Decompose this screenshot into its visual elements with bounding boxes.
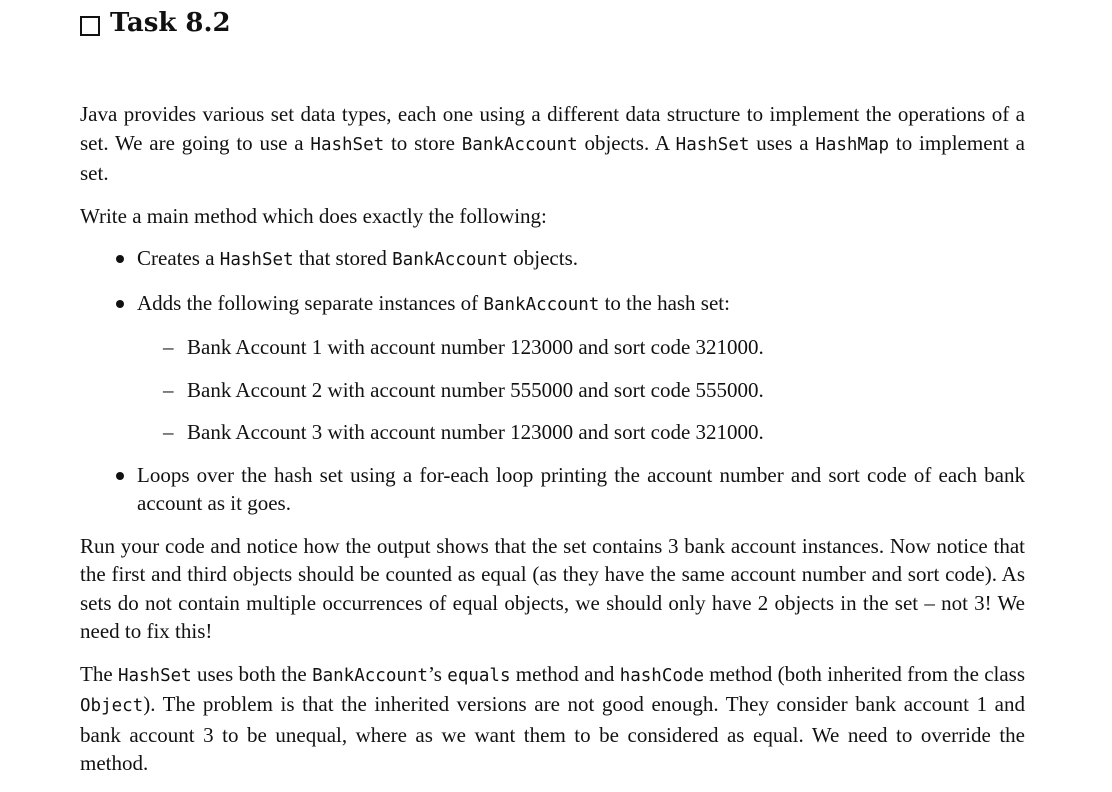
list-item: [80, 461, 1025, 518]
intro-paragraph: [80, 100, 1025, 188]
account-2-text: Bank Account 2 with account number 555000 and sort code 555000.: [187, 377, 764, 402]
sublist-item: [137, 333, 1025, 362]
bullet2-text-2: to the hash set:: [599, 290, 730, 315]
account-1-text: Bank Account 1 with account number 123000 and sort code 321000.: [187, 335, 764, 359]
bullet3-text: Loops over the hash set using a for-each loop printing the account number and sort code of each bank account as it goes.: [137, 462, 1025, 515]
code-equals: equals: [447, 665, 511, 686]
bullet1-text-3: objects.: [508, 246, 579, 270]
code-hashset: HashSet: [675, 134, 750, 155]
code-object: Object: [80, 696, 144, 716]
intro-text-5: to implement a set.: [80, 130, 1025, 185]
sublist-item: [137, 376, 1025, 405]
task-header: [80, 8, 231, 38]
explain-text-6: ). The problem is that the inherited versions are not good enough. They consider bank account 1 and bank account 3 to be unequal, where as we want them to be considered as equal. We need to override the method.: [80, 692, 1025, 775]
intro-text-4: uses a: [749, 130, 816, 155]
task-body: [80, 100, 1025, 792]
bullet1-text-2: that stored: [293, 246, 393, 270]
requirements-list: [80, 244, 1025, 518]
intro-text-2: to store: [384, 130, 462, 155]
bullet-icon: [116, 255, 124, 263]
dash-icon: –: [163, 420, 174, 444]
explain-text-3: ’s: [427, 661, 448, 686]
list-item: [80, 289, 1025, 447]
intro-text-1: Java provides various set data types, each one using a different data structure to implement the operations of a set. We are going to use a: [80, 102, 1025, 155]
observation-paragraph: Run your code and notice how the output shows that the set contains 3 bank account instances. Now notice that the first and third objects should be counted as equal (as they have the same account number and sort code). As sets do not contain multiple occurrences of equal objects, we should only have 2 objects in the set – not 3! We need to fix this!: [80, 533, 1025, 643]
explain-text-5: method (both inherited from the class: [704, 661, 1026, 686]
sublist-item: [137, 418, 1025, 447]
code-bankaccount: BankAccount: [461, 134, 578, 155]
code-hashset: HashSet: [310, 134, 385, 155]
accounts-sublist: [137, 333, 1025, 447]
code-hashcode: hashCode: [619, 665, 704, 686]
explain-text-1: The: [80, 661, 118, 686]
code-bankaccount: BankAccount: [312, 665, 428, 686]
bullet-icon: [116, 300, 124, 308]
intro-text-3: objects. A: [577, 130, 676, 155]
bullet-icon: [116, 472, 124, 480]
code-bankaccount: BankAccount: [392, 250, 509, 270]
dash-icon: –: [163, 377, 174, 402]
code-hashmap: HashMap: [815, 134, 890, 155]
explain-text-2: uses both the: [191, 661, 313, 686]
code-bankaccount: BankAccount: [483, 294, 600, 315]
explanation-paragraph: [80, 660, 1025, 778]
instruction-paragraph: Write a main method which does exactly the following:: [80, 203, 547, 228]
code-hashset: HashSet: [117, 665, 192, 686]
dash-icon: –: [163, 335, 174, 359]
list-item: [80, 244, 1025, 275]
task-checkbox[interactable]: [80, 16, 100, 36]
task-title: Task 8.2: [110, 8, 231, 38]
bullet1-text-1: Creates a: [137, 246, 220, 270]
account-3-text: Bank Account 3 with account number 123000 and sort code 321000.: [187, 420, 764, 444]
bullet2-text-1: Adds the following separate instances of: [137, 290, 484, 315]
explain-text-4: method and: [510, 661, 620, 686]
code-hashset: HashSet: [219, 250, 294, 270]
